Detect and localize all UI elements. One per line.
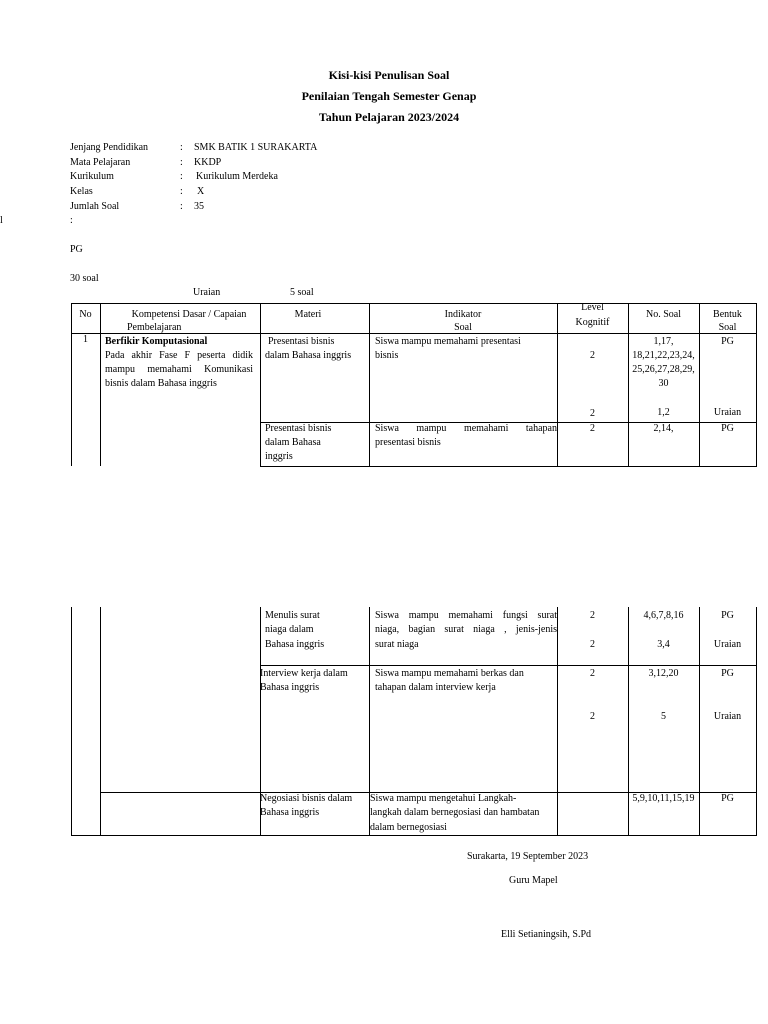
table-line [100, 303, 101, 466]
row-number: 1 [83, 334, 88, 345]
level-value: 2 [590, 711, 595, 722]
materi-text: Interview kerja dalam [260, 668, 348, 679]
table-line [71, 303, 72, 466]
bentuk-value: PG [721, 610, 734, 621]
signature-place-date: Surakarta, 19 September 2023 [467, 851, 589, 862]
table-line [100, 607, 101, 835]
materi-text: Presentasi bisnis [268, 336, 335, 347]
stray-mark: l [0, 215, 3, 226]
header-level: Level [581, 302, 604, 313]
header-bentuk-2: Soal [718, 322, 737, 333]
no-soal-value: 18,21,22,23,24, [632, 350, 695, 361]
kd-text: mampu memahami Komunikasi [105, 364, 253, 375]
stray-colon: : [70, 215, 73, 226]
info-label: Kelas [70, 186, 93, 197]
table-line [71, 303, 757, 304]
indikator-text: langkah dalam bernegosiasi dan hambatan [370, 807, 540, 818]
indikator-text: Siswa mampu memahami presentasi [375, 336, 521, 347]
indikator-text: surat niaga [375, 639, 419, 650]
info-label: Kurikulum [70, 171, 114, 182]
kd-text: Pada akhir Fase F peserta didik [105, 350, 253, 361]
info-sep: : [180, 171, 183, 182]
uraian-label: Uraian [193, 287, 221, 298]
no-soal-value: 2,14, [653, 423, 674, 434]
header-bentuk: Bentuk [713, 309, 742, 320]
info-value: X [197, 186, 205, 197]
no-soal-value: 5 [661, 711, 666, 722]
kd-title: Berfikir Komputasional [105, 336, 208, 347]
table-line [260, 665, 757, 666]
pg-label: PG [70, 244, 83, 255]
bentuk-value: PG [721, 336, 734, 347]
doc-title: Kisi-kisi Penulisan Soal [328, 68, 450, 82]
info-value: SMK BATIK 1 SURAKARTA [194, 142, 318, 153]
bentuk-value: Uraian [713, 711, 742, 722]
materi-text: Bahasa inggris [260, 807, 320, 818]
materi-text: dalam Bahasa [265, 437, 321, 448]
header-no: No [79, 309, 92, 320]
level-value: 2 [590, 423, 595, 434]
table-line [71, 607, 72, 835]
indikator-text: dalam bernegosiasi [370, 822, 447, 833]
materi-text: Bahasa inggris [265, 639, 325, 650]
table-line [71, 835, 757, 836]
indikator-text: Siswa mampu memahami tahapan [375, 423, 557, 434]
pg-count: 30 soal [70, 273, 99, 284]
info-value: KKDP [194, 157, 222, 168]
info-sep: : [180, 186, 183, 197]
header-indikator: Indikator [444, 309, 482, 320]
info-sep: : [180, 157, 183, 168]
doc-year: Tahun Pelajaran 2023/2024 [318, 110, 460, 124]
materi-text: inggris [265, 451, 293, 462]
info-label: Jumlah Soal [70, 201, 120, 212]
table-line [260, 466, 757, 467]
no-soal-value: 25,26,27,28,29, [632, 364, 695, 375]
info-value: 35 [194, 201, 204, 212]
info-sep: : [180, 201, 183, 212]
bentuk-value: PG [721, 668, 734, 679]
materi-text: dalam Bahasa inggris [265, 350, 352, 361]
materi-text: niaga dalam [265, 624, 314, 635]
doc-subtitle: Penilaian Tengah Semester Genap [301, 89, 477, 103]
no-soal-value: 30 [658, 378, 669, 389]
header-kd: Kompetensi Dasar / Capaian [131, 309, 247, 320]
indikator-text: Siswa mampu memahami fungsi surat [375, 610, 557, 621]
bentuk-value: Uraian [713, 639, 742, 650]
header-materi: Materi [294, 309, 322, 320]
table-line [756, 303, 757, 466]
level-value: 2 [590, 350, 595, 361]
indikator-text: bisnis [375, 350, 399, 361]
info-label: Jenjang Pendidikan [70, 142, 149, 153]
info-sep: : [180, 142, 183, 153]
info-label: Mata Pelajaran [70, 157, 131, 168]
no-soal-value: 1,2 [657, 407, 670, 418]
header-level-2: Kognitif [575, 317, 610, 328]
table-line [756, 607, 757, 835]
indikator-text: presentasi bisnis [375, 437, 441, 448]
bentuk-value: Uraian [713, 407, 742, 418]
info-value: Kurikulum Merdeka [196, 171, 278, 182]
no-soal-value: 4,6,7,8,16 [643, 610, 684, 621]
kd-text: bisnis dalam Bahasa inggris [105, 378, 217, 389]
indikator-text: tahapan dalam interview kerja [375, 682, 496, 693]
level-value: 2 [590, 668, 595, 679]
bentuk-value: PG [721, 793, 734, 804]
indikator-text: Siswa mampu memahami berkas dan [375, 668, 524, 679]
signature-name: Elli Setianingsih, S.Pd [501, 929, 592, 940]
no-soal-value: 3,4 [657, 639, 670, 650]
signature-role: Guru Mapel [509, 875, 558, 886]
materi-text: Menulis surat [265, 610, 320, 621]
bentuk-value: PG [721, 423, 734, 434]
uraian-count: 5 soal [290, 287, 314, 298]
level-value: 2 [590, 408, 595, 419]
materi-text: Presentasi bisnis [265, 423, 332, 434]
materi-text: Bahasa inggris [260, 682, 320, 693]
indikator-text: niaga, bagian surat niaga , jenis-jenis [375, 624, 557, 635]
header-no-soal: No. Soal [646, 309, 681, 320]
header-kd-2: Pembelajaran [127, 322, 182, 333]
level-value: 2 [590, 610, 595, 621]
no-soal-value: 3,12,20 [648, 668, 679, 679]
table-line [260, 303, 261, 466]
no-soal-value: 5,9,10,11,15,19 [632, 793, 695, 804]
header-indikator-2: Soal [454, 322, 472, 333]
no-soal-value: 1,17, [653, 336, 674, 347]
indikator-text: Siswa mampu mengetahui Langkah- [370, 793, 517, 804]
level-value: 2 [590, 639, 595, 650]
materi-text: Negosiasi bisnis dalam [260, 793, 353, 804]
